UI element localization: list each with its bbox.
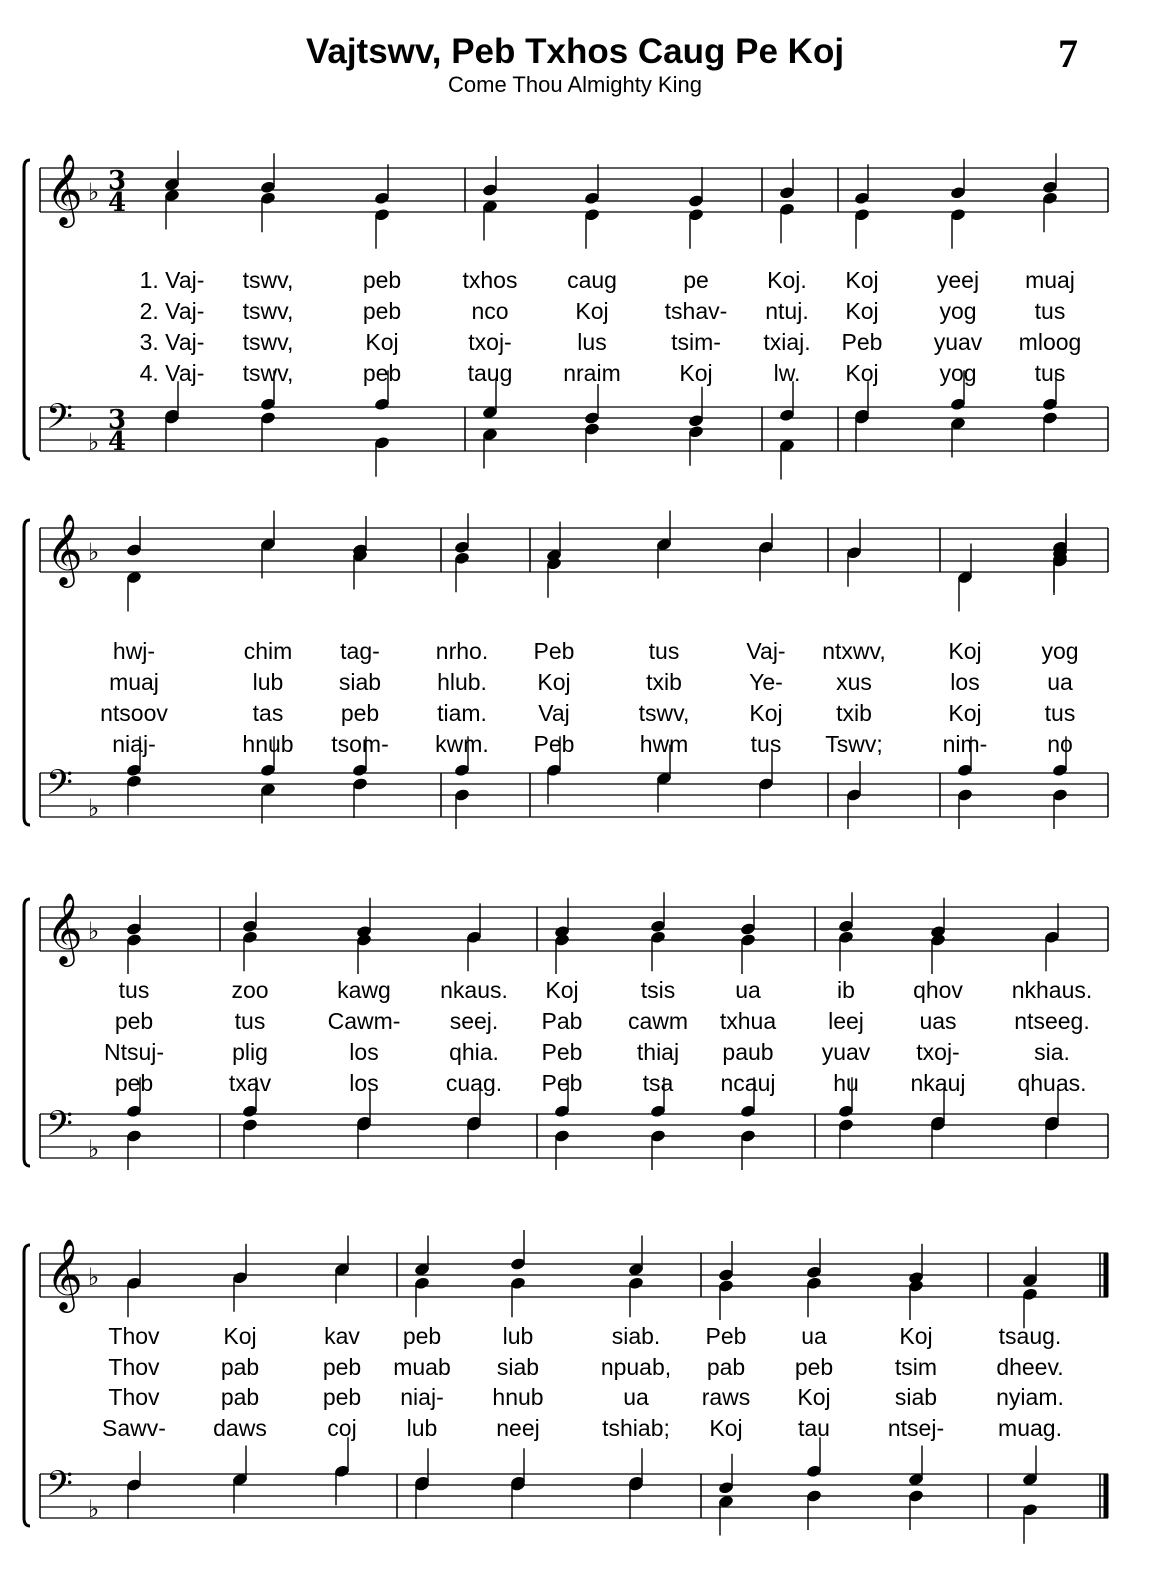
- bass-clef-icon: 𝄢: [46, 1103, 74, 1152]
- lyric-syllable: tsis: [640, 977, 676, 1003]
- lyric-syllable: npuab,: [600, 1354, 672, 1380]
- lyric-syllable: tas: [252, 700, 284, 726]
- lyric-syllable: peb: [362, 267, 402, 293]
- lyric-syllable: pe: [683, 267, 709, 293]
- lyric-syllable: lus: [577, 329, 607, 355]
- flat-icon: ♭: [88, 1135, 100, 1164]
- lyric-syllable: kwm.: [435, 731, 489, 757]
- lyric-syllable: Koj: [845, 360, 879, 386]
- lyric-syllable: yuav: [821, 1039, 871, 1065]
- treble-clef-icon: 𝄞: [46, 152, 83, 225]
- lyric-syllable: plig: [232, 1039, 268, 1065]
- time-signature-top: 3: [108, 405, 127, 435]
- lyric-syllable: txav: [228, 1070, 272, 1096]
- lyric-syllable: xus: [836, 669, 872, 695]
- lyric-syllable: ntseeg.: [1014, 1008, 1090, 1034]
- lyric-syllable: tus: [1044, 700, 1076, 726]
- lyric-syllable: los: [950, 669, 980, 695]
- bass-clef-icon: 𝄢: [46, 762, 74, 811]
- lyric-syllable: tsim: [894, 1354, 938, 1380]
- lyric-syllable: Thov: [108, 1323, 160, 1349]
- lyric-syllable: Koj.: [767, 267, 807, 293]
- lyric-syllable: peb: [794, 1354, 834, 1380]
- lyric-syllable: paub: [722, 1039, 774, 1065]
- lyric-syllable: lub: [252, 669, 284, 695]
- system-4: [24, 1230, 1108, 1544]
- lyric-syllable: hnub: [492, 1384, 544, 1410]
- lyric-syllable: txoj-: [916, 1039, 960, 1065]
- lyric-syllable: tsa: [642, 1070, 674, 1096]
- lyric-syllable: hu: [833, 1070, 859, 1096]
- lyric-syllable: dheev.: [996, 1354, 1064, 1380]
- lyric-syllable: caug: [567, 267, 617, 293]
- lyric-syllable: peb: [322, 1354, 362, 1380]
- lyric-syllable: kav: [324, 1323, 360, 1349]
- lyric-syllable: nkaus.: [440, 977, 508, 1003]
- lyric-syllable: Cawm-: [327, 1008, 401, 1034]
- lyric-syllable: lub: [406, 1415, 438, 1441]
- lyric-syllable: Koj: [545, 977, 579, 1003]
- lyric-syllable: siab: [338, 669, 382, 695]
- lyric-syllable: siab.: [611, 1323, 661, 1349]
- lyric-syllable: Koj: [845, 298, 879, 324]
- lyric-syllable: tsaug.: [998, 1323, 1062, 1349]
- lyric-syllable: tswv,: [242, 267, 294, 293]
- lyric-syllable: peb: [114, 1070, 154, 1096]
- lyric-syllable: kawg: [337, 977, 391, 1003]
- lyric-syllable: no: [1047, 731, 1073, 757]
- lyric-syllable: tau: [798, 1415, 830, 1441]
- lyric-syllable: txhos: [462, 267, 518, 293]
- lyric-syllable: nkauj: [910, 1070, 966, 1096]
- lyric-syllable: ua: [801, 1323, 827, 1349]
- lyric-syllable: ua: [1047, 669, 1073, 695]
- lyric-syllable: Ntsuj-: [103, 1039, 165, 1065]
- lyric-syllable: txhua: [719, 1008, 777, 1034]
- system-bracket: [24, 160, 30, 459]
- lyric-syllable: lw.: [773, 360, 801, 386]
- hymn-subtitle: Come Thou Almighty King: [448, 72, 702, 97]
- system-bracket: [24, 520, 30, 825]
- lyric-syllable: thiaj: [636, 1039, 680, 1065]
- lyric-syllable: lub: [502, 1323, 534, 1349]
- lyric-syllable: hwj-: [112, 638, 156, 664]
- lyric-syllable: daws: [213, 1415, 267, 1441]
- flat-icon: ♭: [88, 1263, 100, 1292]
- lyric-syllable: txiaj.: [763, 329, 811, 355]
- lyric-syllable: hlub.: [437, 669, 487, 695]
- lyric-syllable: siab: [894, 1384, 938, 1410]
- lyric-syllable: Koj: [223, 1323, 257, 1349]
- lyric-syllable: yuav: [933, 329, 983, 355]
- lyric-syllable: pab: [706, 1354, 746, 1380]
- treble-clef-icon: 𝄞: [46, 512, 83, 585]
- lyric-syllable: cawm: [627, 1008, 689, 1034]
- flat-icon: ♭: [88, 538, 100, 567]
- lyric-syllable: tswv,: [242, 360, 294, 386]
- lyric-syllable: leej: [828, 1008, 864, 1034]
- lyric-syllable: tshiab;: [602, 1415, 670, 1441]
- lyric-syllable: tswv,: [638, 700, 690, 726]
- lyric-syllable: yog: [939, 360, 977, 386]
- bass-clef-icon: 𝄢: [46, 396, 74, 445]
- lyric-syllable: Koj: [365, 329, 399, 355]
- lyric-syllable: Ye-: [749, 669, 783, 695]
- lyric-syllable: ib: [837, 977, 855, 1003]
- lyric-syllable: tus: [750, 731, 782, 757]
- lyric-syllable: Thov: [108, 1384, 160, 1410]
- lyric-syllable: tswv,: [242, 329, 294, 355]
- lyric-syllable: tus: [118, 977, 150, 1003]
- lyric-syllable: Koj: [899, 1323, 933, 1349]
- lyric-syllable: muag.: [998, 1415, 1062, 1441]
- lyric-syllable: 2. Vaj-: [139, 298, 205, 324]
- lyric-syllable: tshav-: [664, 298, 728, 324]
- flat-icon: ♭: [88, 1495, 100, 1524]
- lyric-syllable: ntxwv,: [822, 638, 886, 664]
- lyric-syllable: tiam.: [437, 700, 487, 726]
- lyric-syllable: Koj: [679, 360, 713, 386]
- lyric-syllable: sia.: [1034, 1039, 1070, 1065]
- system-2: [24, 511, 1108, 830]
- lyric-syllable: Peb: [841, 329, 883, 355]
- lyric-syllable: Peb: [541, 1039, 583, 1065]
- flat-icon: ♭: [88, 178, 100, 207]
- lyric-syllable: pab: [220, 1354, 260, 1380]
- lyric-syllable: qhia.: [449, 1039, 499, 1065]
- time-signature-top: 3: [108, 166, 127, 196]
- lyric-syllable: tsim-: [671, 329, 721, 355]
- lyric-syllable: hwm: [639, 731, 689, 757]
- lyric-syllable: Tswv;: [825, 731, 883, 757]
- lyric-syllable: peb: [362, 298, 402, 324]
- lyric-syllable: ua: [623, 1384, 649, 1410]
- flat-icon: ♭: [88, 917, 100, 946]
- lyric-syllable: 3. Vaj-: [139, 329, 205, 355]
- system-bracket: [24, 899, 30, 1166]
- lyric-syllable: cuag.: [445, 1070, 503, 1096]
- lyric-syllable: tus: [1034, 360, 1066, 386]
- lyric-syllable: Sawv-: [102, 1415, 166, 1441]
- lyric-syllable: hnub: [242, 731, 294, 757]
- lyric-syllable: nco: [471, 298, 509, 324]
- flat-icon: ♭: [88, 794, 100, 823]
- treble-clef-icon: 𝄞: [46, 891, 83, 964]
- lyric-syllable: niaj-: [112, 731, 156, 757]
- lyric-syllable: muaj: [1025, 267, 1075, 293]
- hymn-title: Vajtswv, Peb Txhos Caug Pe Koj: [305, 32, 845, 71]
- lyric-syllable: nkhaus.: [1011, 977, 1093, 1003]
- lyric-syllable: mloog: [1018, 329, 1082, 355]
- time-signature-bottom: 4: [108, 427, 127, 457]
- lyric-syllable: chim: [243, 638, 293, 664]
- lyric-syllable: txoj-: [468, 329, 512, 355]
- lyric-syllable: Koj: [749, 700, 783, 726]
- lyric-syllable: nyiam.: [996, 1384, 1064, 1410]
- lyric-syllable: los: [349, 1039, 379, 1065]
- lyric-syllable: Koj: [537, 669, 571, 695]
- lyric-syllable: muab: [393, 1354, 451, 1380]
- lyric-syllable: ncauj: [720, 1070, 776, 1096]
- flat-icon: ♭: [88, 428, 100, 457]
- lyric-syllable: tus: [234, 1008, 266, 1034]
- lyric-syllable: Vaj: [538, 700, 570, 726]
- treble-clef-icon: 𝄞: [46, 1237, 83, 1310]
- lyric-syllable: peb: [340, 700, 380, 726]
- system-3: [24, 891, 1108, 1170]
- lyric-syllable: 4. Vaj-: [139, 360, 205, 386]
- lyric-syllable: txib: [646, 669, 682, 695]
- lyric-syllable: yeej: [936, 267, 980, 293]
- lyric-syllable: tus: [648, 638, 680, 664]
- lyric-syllable: nraim: [563, 360, 621, 386]
- lyric-syllable: raws: [701, 1384, 751, 1410]
- lyric-syllable: txib: [836, 700, 872, 726]
- lyric-syllable: Koj: [575, 298, 609, 324]
- lyric-syllable: nim-: [942, 731, 988, 757]
- lyric-syllable: yog: [939, 298, 977, 324]
- lyric-syllable: 1. Vaj-: [139, 267, 205, 293]
- lyric-syllable: pab: [220, 1384, 260, 1410]
- lyric-syllable: Peb: [705, 1323, 747, 1349]
- lyric-syllable: qhuas.: [1017, 1070, 1087, 1096]
- hymn-number: 7: [1058, 31, 1078, 76]
- lyric-syllable: Koj: [948, 638, 982, 664]
- lyric-syllable: uas: [919, 1008, 957, 1034]
- lyric-syllable: Koj: [948, 700, 982, 726]
- lyric-syllable: niaj-: [400, 1384, 444, 1410]
- lyric-syllable: taug: [467, 360, 513, 386]
- lyric-syllable: qhov: [913, 977, 963, 1003]
- lyric-syllable: muaj: [109, 669, 159, 695]
- lyric-syllable: Pab: [541, 1008, 583, 1034]
- lyric-syllable: Peb: [541, 1070, 583, 1096]
- lyric-syllable: ntsoov: [100, 700, 168, 726]
- lyric-syllable: los: [349, 1070, 379, 1096]
- lyric-syllable: peb: [322, 1384, 362, 1410]
- lyric-syllable: peb: [362, 360, 402, 386]
- lyric-syllable: neej: [496, 1415, 540, 1441]
- lyric-syllable: ntuj.: [765, 298, 809, 324]
- lyric-syllable: tus: [1034, 298, 1066, 324]
- lyric-syllable: Koj: [797, 1384, 831, 1410]
- lyric-syllable: nrho.: [435, 638, 489, 664]
- lyric-syllable: tswv,: [242, 298, 294, 324]
- lyric-syllable: coj: [327, 1415, 357, 1441]
- lyric-syllable: seej.: [449, 1008, 499, 1034]
- system-1: [24, 151, 1108, 480]
- lyric-syllable: yog: [1041, 638, 1079, 664]
- lyric-syllable: siab: [496, 1354, 540, 1380]
- lyric-syllable: Thov: [108, 1354, 160, 1380]
- system-bracket: [24, 1245, 30, 1526]
- lyric-syllable: ntsej-: [887, 1415, 945, 1441]
- lyric-syllable: Peb: [533, 731, 575, 757]
- lyric-syllable: Peb: [533, 638, 575, 664]
- time-signature-bottom: 4: [108, 188, 127, 218]
- lyric-syllable: Koj: [709, 1415, 743, 1441]
- lyric-syllable: peb: [402, 1323, 442, 1349]
- lyric-syllable: peb: [114, 1008, 154, 1034]
- lyric-syllable: tag-: [340, 638, 380, 664]
- lyric-syllable: ua: [735, 977, 761, 1003]
- lyric-syllable: Vaj-: [746, 638, 786, 664]
- bass-clef-icon: 𝄢: [46, 1463, 74, 1512]
- lyric-syllable: Koj: [845, 267, 879, 293]
- lyric-syllable: tsom-: [331, 731, 389, 757]
- lyric-syllable: zoo: [231, 977, 269, 1003]
